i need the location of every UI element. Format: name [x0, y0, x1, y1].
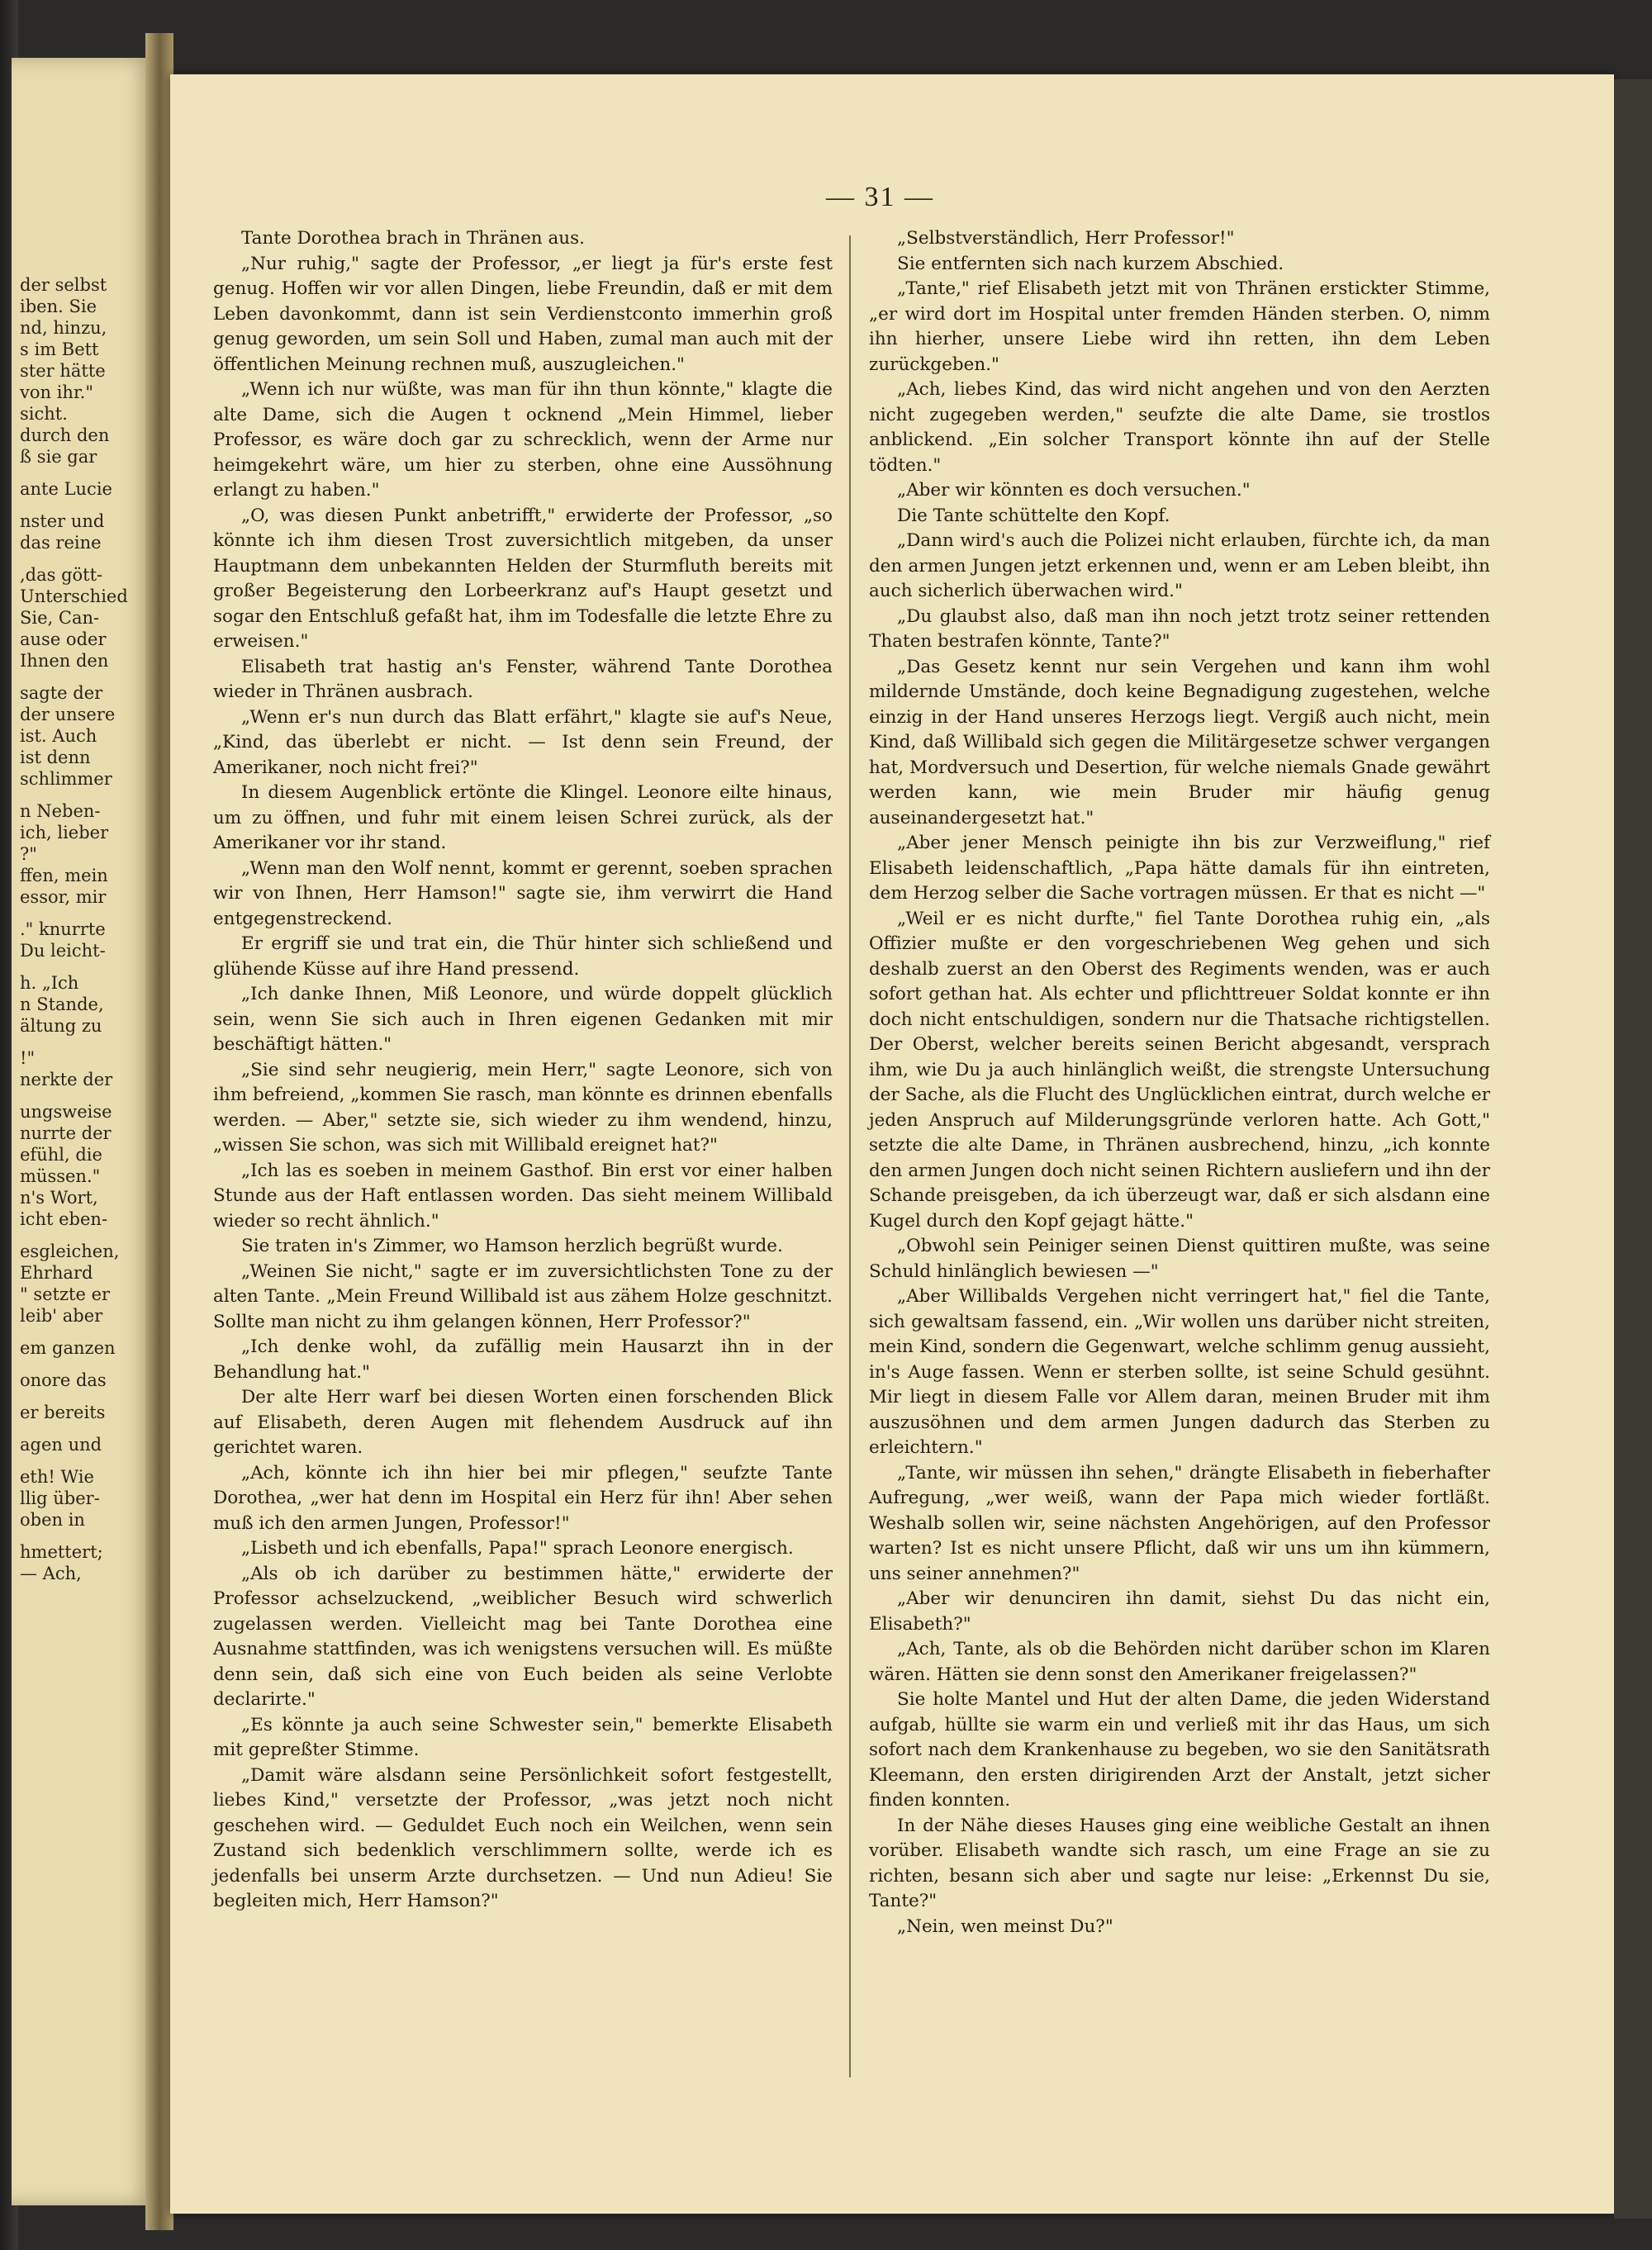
fragment-line: Ehrhard [20, 1263, 93, 1283]
paragraph: „Ach, Tante, als ob die Behörden nicht darüber schon im Klaren wären. Hätten sie denn sonst den Amerikaner freigelassen?" [869, 1639, 1490, 1685]
fragment-line [20, 1423, 152, 1434]
paragraph: „Das Gesetz kennt nur sein Vergehen und kann ihm wohl mildernde Umstände, doch keine Begnadigung zugestehen, welche einzig in der Hand unseres Herzogs liegt. Vergiß auch nicht, mein Kind, daß Willibald sich gegen die Militärgesetze schwer vergangen hat, Mordversuch und Desertion, für welche niemals Gnade gewährt werden kann, wie mein Bruder mir häufig genug auseinandergesetzt hat." [869, 656, 1490, 828]
paragraph: „Ich las es soeben in meinem Gasthof. Bin erst vor einer halben Stunde aus der Haft entlassen worden. Das sieht meinem Willibald wieder so recht ähnlich." [213, 1160, 833, 1232]
fragment-line: h. „Ich [20, 973, 79, 993]
previous-page-edge [12, 58, 157, 2205]
fragment-line: !" [20, 1048, 36, 1068]
paragraph: Elisabeth trat hastig an's Fenster, während Tante Dorothea wieder in Thränen ausbrach. [213, 656, 833, 702]
fragment-line: icht eben- [20, 1209, 108, 1229]
paragraph: Sie traten in's Zimmer, wo Hamson herzlich begrüßt wurde. [241, 1236, 783, 1256]
fragment-line: em ganzen [20, 1338, 116, 1358]
fragment-line: ungsweise [20, 1102, 112, 1122]
paragraph: „Weinen Sie nicht," sagte er im zuversichtlichsten Tone zu der alten Tante. „Mein Freund Willibald ist aus zähem Holze geschnitzt. Sollte man nicht zu ihm gelangen können, Herr Professor?" [213, 1260, 833, 1332]
fragment-line: nerkte der [20, 1070, 113, 1089]
fragment-line [20, 1327, 152, 1337]
fragment-line: Sie, Can- [20, 608, 100, 628]
paragraph: Tante Dorothea brach in Thränen aus. [241, 228, 586, 249]
fragment-line: von ihr." [20, 382, 94, 402]
paragraph: Sie entfernten sich nach kurzem Abschied. [897, 253, 1284, 274]
paragraph: Der alte Herr warf bei diesen Worten einen forschenden Blick auf Elisabeth, deren Augen mit flehendem Ausdruck auf ihn gerichtet waren. [213, 1387, 833, 1458]
fragment-line: ause oder [20, 629, 107, 649]
paragraph: „Sie sind sehr neugierig, mein Herr," sagte Leonore, sich von ihm befreiend, „kommen Sie rasch, man könnte es drinnen ebenfalls werden. — Aber," setzte sie, sich wieder zu ihm wendend, hinzu, „wissen Sie schon, was sich mit Willibald ereignet hat?" [213, 1059, 833, 1156]
fragment-line: sagte der [20, 683, 103, 703]
fragment-line: essor, mir [20, 887, 107, 907]
fragment-line: schlimmer [20, 769, 112, 789]
fragment-line: agen und [20, 1435, 102, 1455]
paragraph: „Dann wird's auch die Polizei nicht erlauben, fürchte ich, da man den armen Jungen jetzt erkennen und, wenn er am Leben bleibt, ihn auch sicherlich überwachen wird." [869, 530, 1490, 601]
paragraph: „Damit wäre alsdann seine Persönlichkeit sofort festgestellt, liebes Kind," versetzte der Professor, „was jetzt noch nicht geschehen wird. — Geduldet Euch noch ein Weilchen, wenn sein Zustand sich bedenklich verschlimmern sollte, werde ich es jedenfalls bei unserm Arzte durchsetzen. — Und nun Adieu! Sie begleiten mich, Herr Hamson?" [213, 1764, 833, 1911]
fragment-line [20, 1455, 152, 1466]
paragraph: „O, was diesen Punkt anbetrifft," erwiderte der Professor, „so könnte ich ihm diesen Trost zuversichtlich mitgeben, da unser Hauptmann dem unbekannten Helden der Sturmfluth bereits mit großer Begeisterung den Lorbeerkranz auf's Haupt gesetzt und sogar den Entschluß gefaßt hat, ihm im Todesfalle die letzte Ehre zu erweisen." [213, 505, 833, 652]
fragment-line: — Ach, [20, 1564, 82, 1583]
page-number: — 31 — [826, 182, 934, 212]
fragment-line: ist denn [20, 748, 91, 767]
fragment-line [20, 500, 152, 510]
fragment-line: ältung zu [20, 1016, 102, 1036]
fragment-line [20, 1531, 152, 1541]
fragment-line: esgleichen, [20, 1241, 120, 1261]
paragraph: In der Nähe dieses Hauses ging eine weibliche Gestalt an ihnen vorüber. Elisabeth wandte sich rasch, um eine Frage an sie zu richten, besann sich aber und sagte nur leise: „Erkennst Du sie, Tante?" [869, 1815, 1490, 1911]
fragment-line: ster hätte [20, 361, 106, 381]
right-text-column [869, 226, 1490, 1939]
fragment-line: n's Wort, [20, 1188, 98, 1208]
fragment-line [20, 790, 152, 800]
paragraph: „Wenn er's nun durch das Blatt erfährt," klagte sie auf's Neue, „Kind, das überlebt er nicht. — Ist denn sein Freund, der Amerikaner, noch nicht frei?" [213, 706, 833, 778]
fragment-line: Ihnen den [20, 651, 109, 671]
paragraph: „Du glaubst also, daß man ihn noch jetzt trotz seiner rettenden Thaten bestrafen könnte, Tante?" [869, 605, 1490, 652]
paragraph: „Tante, wir müssen ihn sehen," drängte Elisabeth in fieberhafter Aufregung, „wer weiß, wann der Papa mich wieder fortläßt. Weshalb sollen wir, seine nächsten Angehörigen, auf den Professor warten? Ist es nicht unsere Pflicht, daß wir uns um ihn kümmern, uns seiner annehmen?" [869, 1462, 1490, 1584]
paragraph: „Obwohl sein Peiniger seinen Dienst quittiren mußte, was seine Schuld hinlänglich bewiesen —" [869, 1236, 1490, 1282]
column-divider [849, 235, 851, 2077]
fragment-line [20, 553, 152, 564]
fragment-line [20, 1359, 152, 1369]
fragment-line: er bereits [20, 1403, 106, 1422]
fragment-line [20, 1230, 152, 1241]
fragment-line: llig über- [20, 1488, 100, 1508]
fragment-line: iben. Sie [20, 297, 97, 316]
paragraph: „Selbstverständlich, Herr Professor!" [897, 228, 1235, 249]
fragment-line [20, 1037, 152, 1047]
fragment-line [20, 468, 152, 478]
paragraph: „Nur ruhig," sagte der Professor, „er liegt ja für's erste fest genug. Hoffen wir vor allen Dingen, liebe Freundin, daß er mit dem Leben davonkommt, dann ist sein Verdienstconto immerhin groß genug geworden, um sein Soll und Haben, zumal man auch mit der öffentlichen Meinung rechnen muß, auszugleichen." [213, 253, 833, 375]
fragment-line: ?" [20, 844, 37, 864]
paragraph: „Als ob ich darüber zu bestimmen hätte," erwiderte der Professor achselzuckend, „weiblicher Besuch wird schwerlich zugelassen werden. Vielleicht mag bei Tante Dorothea eine Ausnahme stattfinden, was ich wenigstens versuchen will. Es müßte denn sein, daß sich eine von Euch beiden als seine Verlobte declarirte." [213, 1563, 833, 1710]
fragment-line [20, 908, 152, 919]
paragraph: „Weil er es nicht durfte," fiel Tante Dorothea ruhig ein, „als Offizier mußte er den vorgeschriebenen Weg gehen und sich deshalb zuerst an den Oberst des Regiments wenden, was er auch sofort gethan hat. Als echter und pflichttreuer Soldat konnte er ihn doch nicht entschuldigen, sondern nur die Thatsache richtigstellen. Der Oberst, welcher bereits seinen Bericht abgesandt, versprach ihm, wie Du ja auch hinlänglich weißt, die strengste Untersuchung der Sache, als die Flucht des Unglücklichen eintrat, durch welche er jeden Anspruch auf Milderungsgründe verloren hatte. Ach Gott," setzte die alte Dame, in Thränen ausbrechend, hinzu, „ich konnte den armen Jungen doch nicht seinen Richtern ausliefern und ihn der Schande preisgeben, da ich überzeugt war, daß er sich alsdann eine Kugel durch den Kopf gejagt hätte." [869, 908, 1490, 1232]
fragment-line: ,das gött- [20, 565, 103, 585]
paragraph: „Aber wir könnten es doch versuchen." [897, 480, 1251, 501]
fragment-line: nd, hinzu, [20, 318, 107, 338]
right-background [1614, 79, 1652, 2219]
fragment-line: ß sie gar [20, 447, 97, 467]
fragment-line: Unterschied [20, 586, 128, 606]
paragraph: „Ach, könnte ich ihn hier bei mir pflegen," seufzte Tante Dorothea, „wer hat denn im Hospital ein Herz für ihn! Aber sehen muß ich den armen Jungen, Professor!" [213, 1462, 833, 1534]
fragment-line: eth! Wie [20, 1467, 94, 1487]
fragment-line: der unsere [20, 705, 116, 724]
fragment-line: oben in [20, 1510, 85, 1530]
fragment-line: sicht. [20, 404, 68, 424]
paragraph: „Lisbeth und ich ebenfalls, Papa!" sprach Leonore energisch. [241, 1538, 794, 1559]
fragment-line: s im Bett [20, 339, 99, 359]
fragment-line: n Stande, [20, 994, 104, 1014]
fragment-line: müssen." [20, 1166, 101, 1186]
fragment-line: ist. Auch [20, 726, 97, 746]
fragment-line: " setzte er [20, 1284, 111, 1304]
fragment-line: durch den [20, 425, 110, 445]
fragment-line: ." knurrte [20, 919, 106, 939]
fragment-line [20, 1090, 152, 1101]
fragment-line: n Neben- [20, 801, 101, 821]
paragraph: „Aber wir denunciren ihn damit, siehst Du das nicht ein, Elisabeth?" [869, 1588, 1490, 1635]
fragment-line: nurrte der [20, 1123, 112, 1143]
fragment-line: onore das [20, 1370, 107, 1390]
book-gutter [145, 33, 173, 2230]
fragment-line: Du leicht- [20, 941, 106, 961]
paragraph: „Aber Willibalds Vergehen nicht verringert hat," fiel die Tante, sich gewaltsam fassend, ein. „Wir wollen uns darüber nicht streiten, mein Kind, sondern die Gegenwart, welche schlimm genug aussieht, in's Auge fassen. Wenn er sterben sollte, ist seine Schuld gesühnt. Mir liegt in diesem Falle vor Allem daran, meinen Bruder mit ihm auszusöhnen und dem armen Jungen dadurch das Sterben zu erleichtern." [869, 1286, 1490, 1458]
fragment-line: der selbst [20, 275, 107, 295]
paragraph: „Ich danke Ihnen, Miß Leonore, und würde doppelt glücklich sein, wenn Sie sich auch in Ihren eigenen Gedanken mit mir beschäftigt hätten." [213, 984, 833, 1055]
fragment-line [20, 672, 152, 682]
fragment-line: hmettert; [20, 1542, 103, 1562]
paragraph: „Wenn man den Wolf nennt, kommt er gerennt, soeben sprachen wir von Ihnen, Herr Hamson!" sagte sie, ihm verwirrt die Hand entgegenstreckend. [213, 857, 833, 929]
fragment-line [20, 1391, 152, 1402]
fragment-line: ich, lieber [20, 823, 109, 843]
paragraph: Sie holte Mantel und Hut der alten Dame, die jeden Widerstand aufgab, hüllte sie warm ein und verließ mit ihr das Haus, um sich sofort nach dem Krankenhause zu begeben, wo sie den Sanitätsrath Kleemann, den ersten dirigirenden Arzt der Anstalt, jetzt sicher finden konnten. [869, 1689, 1490, 1811]
paragraph: In diesem Augenblick ertönte die Klingel. Leonore eilte hinaus, um zu öffnen, und fuhr mit einem leisen Schrei zurück, als der Amerikaner vor ihr stand. [213, 782, 833, 853]
paragraph: „Aber jener Mensch peinigte ihn bis zur Verzweiflung," rief Elisabeth leidenschaftlich, „Papa hätte damals für ihn eintreten, dem Herzog selber die Sache vortragen müssen. Er that es nicht —" [869, 833, 1490, 904]
paragraph: „Ach, liebes Kind, das wird nicht angehen und von den Aerzten nicht zugegeben werden," seufzte die alte Dame, sie trostlos anblickend. „Ein solcher Transport könnte ihn auf der Stelle tödten." [869, 379, 1490, 476]
fragment-line: ffen, mein [20, 866, 108, 885]
fragment-line: leib' aber [20, 1306, 103, 1326]
fragment-line: das reine [20, 533, 102, 553]
fragment-line [20, 961, 152, 972]
fragment-line: nster und [20, 511, 105, 531]
fragment-line: ante Lucie [20, 479, 112, 499]
paragraph: „Es könnte ja auch seine Schwester sein," bemerkte Elisabeth mit gepreßter Stimme. [213, 1714, 833, 1760]
previous-page-text-fragments [20, 274, 152, 1584]
paragraph: „Ich denke wohl, da zufällig mein Hausarzt ihn in der Behandlung hat." [213, 1336, 833, 1383]
paragraph: Er ergriff sie und trat ein, die Thür hinter sich schließend und glühende Küsse auf ihre Hand pressend. [213, 933, 833, 980]
paragraph: „Nein, wen meinst Du?" [897, 1915, 1113, 1937]
paragraph: „Tante," rief Elisabeth jetzt mit von Thränen erstickter Stimme, „er wird dort im Hospital unter fremden Händen sterben. O, nimm ihn hierher, unsere Liebe wird ihn retten, ihn dem Leben zurückgeben." [869, 278, 1490, 375]
paragraph: Die Tante schüttelte den Kopf. [897, 505, 1170, 526]
fragment-line: efühl, die [20, 1145, 102, 1165]
left-text-column [213, 226, 833, 1915]
paragraph: „Wenn ich nur wüßte, was man für ihn thun könnte," klagte die alte Dame, sich die Augen t ocknend „Mein Himmel, lieber Professor, es wäre doch gar zu schrecklich, wenn der Arme nur heimgekehrt wäre, um hier zu sterben, ohne eine Aussöhnung erlangt zu haben." [213, 379, 833, 501]
